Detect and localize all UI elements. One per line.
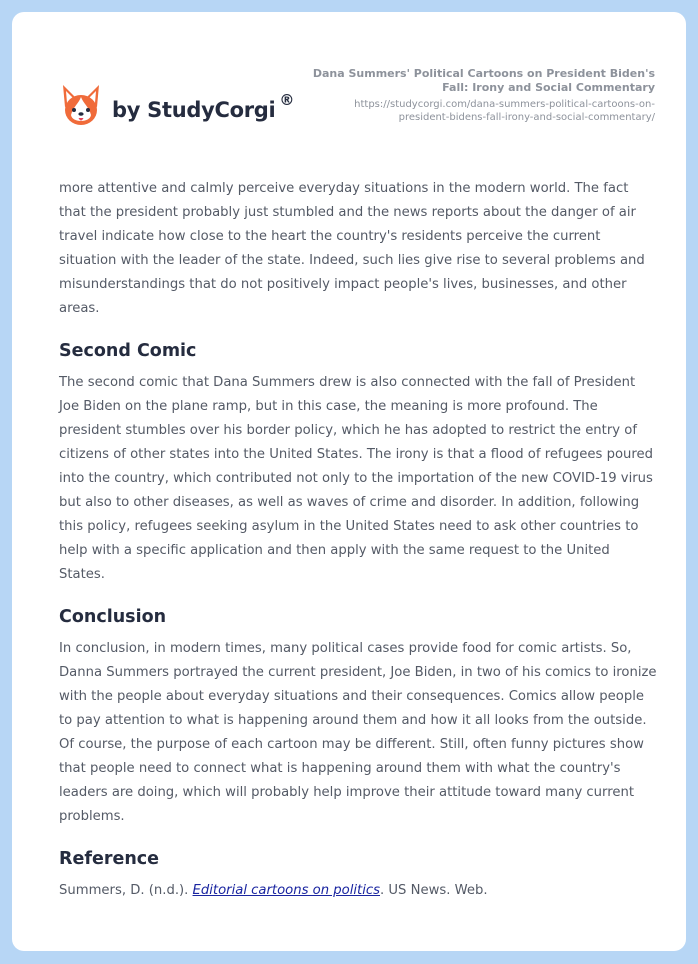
reference-suffix: . US News. Web.	[380, 883, 488, 898]
second-comic-heading: Second Comic	[59, 341, 197, 361]
corgi-icon	[60, 83, 102, 129]
reference-entry	[59, 879, 659, 903]
logo-text: by StudyCorgi	[112, 98, 276, 122]
conclusion-heading: Conclusion	[59, 607, 167, 627]
intro-paragraph: more attentive and calmly perceive everyday situations in the modern world. The fact that the president probably just stumbled and the news reports about the danger of air travel indicate how close to the heart the country's residents perceive the current situation with the leader of the state. Indeed, such lies give rise to several problems and misunderstandings that do not positively impact people's lives, businesses, and other areas.	[59, 181, 645, 316]
registered-mark: ®	[279, 91, 295, 109]
reference-heading: Reference	[59, 849, 160, 869]
document-url[interactable]: https://studycorgi.com/dana-summers-political-cartoons-on-president-bidens-fall-irony-and-social-commentary/	[354, 99, 655, 123]
document-page	[12, 12, 686, 951]
reference-link[interactable]: Editorial cartoons on politics	[192, 883, 380, 898]
studycorgi-logo[interactable]	[60, 76, 294, 136]
document-title: Dana Summers' Political Cartoons on President Biden's Fall: Irony and Social Commentary	[312, 67, 655, 94]
document-body	[59, 177, 659, 903]
second-comic-paragraph: The second comic that Dana Summers drew is also connected with the fall of President Joe Biden on the plane ramp, but in this case, the meaning is more profound. The president stumbles over his border policy, which he has adopted to restrict the entry of citizens of other states into the United States. The irony is that a flood of refugees poured into the country, which contributed not only to the importation of the new COVID-19 virus but also to other diseases, as well as waves of crime and disorder. In addition, following this policy, refugees seeking asylum in the United States need to ask other countries to help with a specific application and then apply with the same request to the United States.	[59, 375, 654, 582]
document-meta	[310, 67, 655, 124]
conclusion-paragraph: In conclusion, in modern times, many political cases provide food for comic artists. So, Danna Summers portrayed the current president, Joe Biden, in two of his comics to ironize with the people about everyday situations and their consequences. Comics allow people to pay attention to what is happening around them and how it all looks from the outside. Of course, the purpose of each cartoon may be different. Still, often funny pictures show that people need to connect what is happening around them with what the country's leaders are doing, which will probably help improve their attitude toward many current problems.	[59, 641, 657, 824]
reference-prefix: Summers, D. (n.d.).	[59, 883, 193, 898]
